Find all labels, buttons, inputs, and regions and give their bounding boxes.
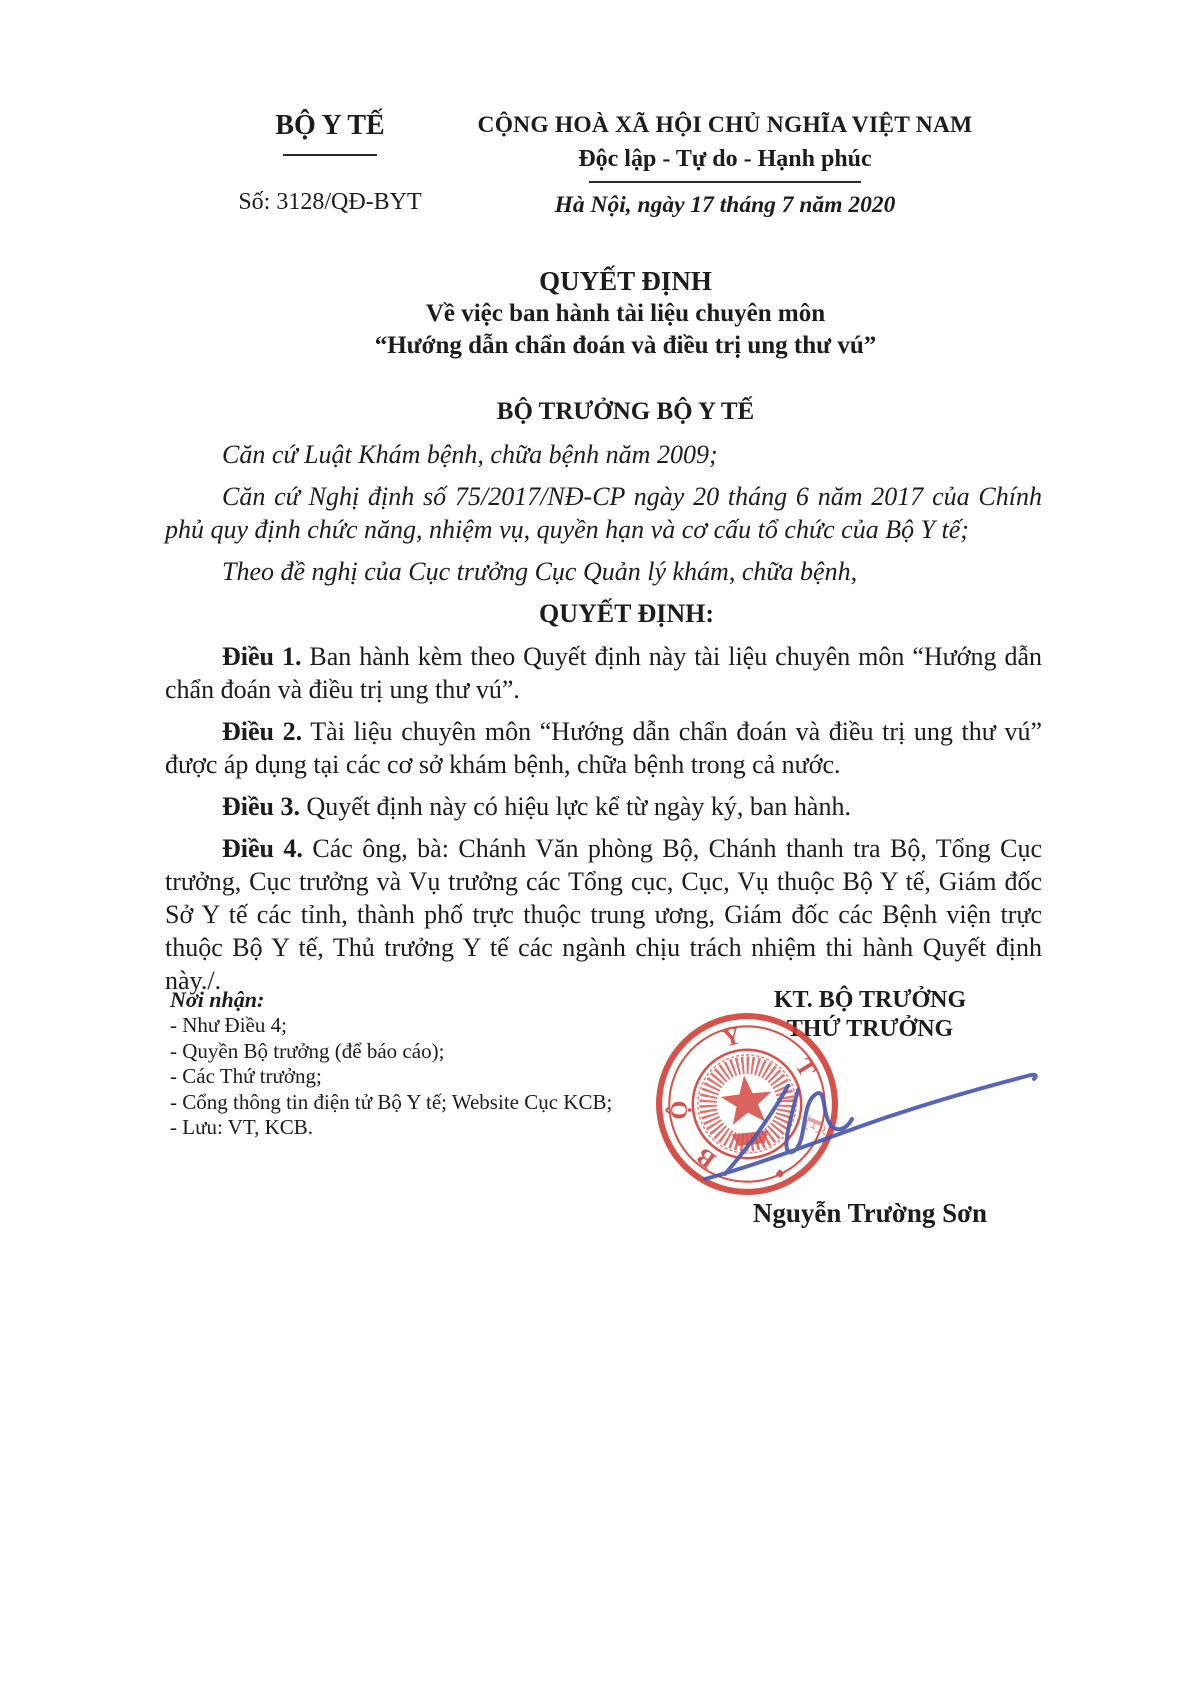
issuer-heading: BỘ TRƯỞNG BỘ Y TẾ [496,398,755,425]
header-issuing-org [170,110,490,216]
place-and-date: Hà Nội, ngày 17 tháng 7 năm 2020 [554,192,896,218]
article-1-text: Ban hành kèm theo Quyết định này tài liệu chuyên môn “Hướng dẫn chẩn đoán và điều trị ung thư vú”. [165,642,1042,704]
article-4 [165,832,1042,997]
preamble-paragraph: Căn cứ Nghị định số 75/2017/NĐ-CP ngày 20 tháng 6 năm 2017 của Chính phủ quy định chức năng, nhiệm vụ, quyền hạn và cơ cấu tổ chức của Bộ Y tế; [165,482,1042,544]
signer-name: Nguyễn Trường Sơn [752,1198,988,1228]
article-4-text: Các ông, bà: Chánh Văn phòng Bộ, Chánh thanh tra Bộ, Tổng Cục trưởng, Cục trưởng và Vụ trưởng các Tổng cục, Cục, Vụ thuộc Bộ Y tế, Giám đốc Sở Y tế các tỉnh, thành phố trực thuộc trung ương, Giám đốc các Bệnh viện trực thuộc Bộ Y tế, Thủ trưởng Y tế các ngành chịu trách nhiệm thi hành Quyết định này./. [165,834,1042,995]
title-subject-line2: “Hướng dẫn chẩn đoán và điều trị ung thư vú” [374,332,877,359]
motto-underline [589,181,861,183]
recipient-item: - Lưu: VT, KCB. [170,1115,314,1139]
article-3 [165,790,1042,823]
stamp-letter: B [691,1142,721,1174]
article-1 [165,640,1042,706]
stamp-letter: Ộ [665,1100,693,1120]
title-kind: QUYẾT ĐỊNH [539,266,712,296]
stamp-letter: Ế [797,1112,829,1138]
header-national-block [445,110,1005,219]
handwritten-signature [680,1038,1060,1198]
recipient-item: - Như Điều 4; [170,1013,287,1037]
article-2-text: Tài liệu chuyên môn “Hướng dẫn chẩn đoán và điều trị ung thư vú” được áp dụng tại các cơ sở khám bệnh, chữa bệnh trong cả nước. [165,717,1042,779]
signing-role: THỨ TRƯỞNG [786,1016,954,1042]
national-motto: Độc lập - Tự do - Hạnh phúc [578,146,872,172]
recipient-item: - Các Thứ trưởng; [170,1064,322,1088]
org-name: BỘ Y TẾ [275,110,385,141]
article-2 [165,715,1042,781]
decree-heading: QUYẾT ĐỊNH: [538,599,715,628]
article-4-label: Điều 4. [222,834,303,863]
article-2-label: Điều 2. [222,717,303,746]
preamble-paragraph: Căn cứ Luật Khám bệnh, chữa bệnh năm 2009; [222,440,718,469]
signing-on-behalf: KT. BỘ TRƯỞNG [773,987,967,1013]
article-3-label: Điều 3. [222,792,300,821]
stamp-letter: T [789,1053,821,1082]
article-1-label: Điều 1. [222,642,302,671]
national-title: CỘNG HOÀ XÃ HỘI CHỦ NGHĨA VIỆT NAM [477,112,973,138]
org-underline [283,154,377,156]
document-title-block [165,264,1040,362]
article-3-text: Quyết định này có hiệu lực kể từ ngày ký, ban hành. [300,792,851,821]
recipients-heading: Nơi nhận: [170,987,265,1012]
recipient-item: - Quyền Bộ trưởng (để báo cáo); [170,1038,445,1063]
document-body [165,438,1042,1006]
recipients-block [170,986,640,1141]
recipient-item: - Cổng thông tin điện tử Bộ Y tế; Website Cục KCB; [170,1089,613,1114]
stamp-letter: Y [719,1022,744,1053]
document-number: Số: 3128/QĐ-BYT [238,189,422,215]
preamble-paragraph: Theo đề nghị của Cục trưởng Cục Quản lý khám, chữa bệnh, [222,557,858,586]
title-subject-line1: Về việc ban hành tài liệu chuyên môn [425,300,826,327]
